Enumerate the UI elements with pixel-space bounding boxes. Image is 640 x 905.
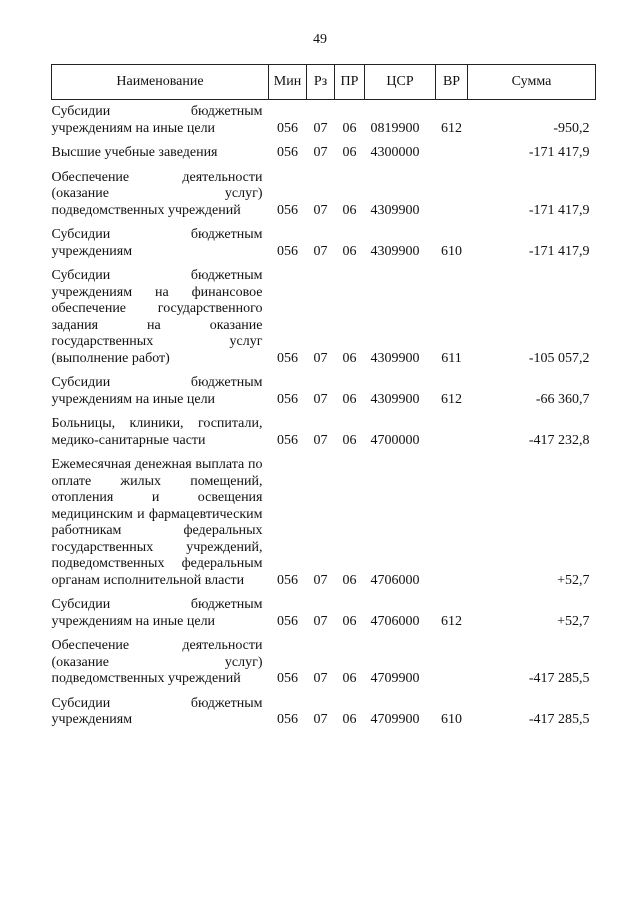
cell-vr <box>436 638 468 688</box>
budget-table <box>51 64 596 729</box>
cell-vr: 610 <box>441 243 462 259</box>
cell-min: 056 <box>277 572 298 588</box>
row-spacer <box>52 219 596 227</box>
cell-csr: 4700000 <box>370 432 420 448</box>
cell-vr: 611 <box>441 350 462 366</box>
cell-sum: -171 417,9 <box>528 145 590 160</box>
cell-csr: 4309900 <box>370 243 420 259</box>
cell-name: Больницы, клиники, госпитали, медико-санитарные части <box>51 416 263 448</box>
cell-sum: -171 417,9 <box>528 202 590 218</box>
cell-pr: 06 <box>342 671 357 686</box>
header-sum: Сумма <box>468 65 596 100</box>
cell-sum: -950,2 <box>553 120 590 136</box>
cell-vr <box>436 457 468 589</box>
row-spacer <box>52 408 596 416</box>
row-spacer <box>52 367 596 375</box>
cell-rz: 07 <box>313 613 328 629</box>
cell-vr <box>436 416 468 449</box>
row-spacer <box>52 260 596 268</box>
cell-rz: 07 <box>313 145 328 160</box>
cell-csr: 4309900 <box>370 350 420 366</box>
row-spacer <box>52 449 596 457</box>
cell-pr: 06 <box>342 120 357 136</box>
cell-csr: 4309900 <box>370 202 420 218</box>
table-row <box>52 416 596 449</box>
cell-min: 056 <box>277 712 298 727</box>
row-spacer <box>52 688 596 696</box>
cell-vr: 610 <box>441 712 462 727</box>
cell-vr: 612 <box>441 391 462 407</box>
cell-pr: 06 <box>342 572 357 588</box>
cell-pr: 06 <box>342 350 357 366</box>
cell-rz: 07 <box>313 391 328 407</box>
cell-pr: 06 <box>342 202 357 218</box>
table-row <box>52 696 596 729</box>
cell-name: Субсидии бюджетным учреждениям на иные цели <box>51 597 263 629</box>
table-row <box>52 170 596 220</box>
cell-rz: 07 <box>313 350 328 366</box>
cell-csr: 4309900 <box>370 391 420 407</box>
cell-csr: 4709900 <box>370 712 420 727</box>
header-csr: ЦСР <box>365 65 436 100</box>
cell-csr: 4706000 <box>370 613 420 629</box>
header-name: Наименование <box>52 65 269 100</box>
header-vr: ВР <box>436 65 468 100</box>
cell-sum: +52,7 <box>557 572 590 588</box>
header-min: Мин <box>269 65 307 100</box>
cell-name: Субсидии бюджетным учреждениям <box>51 695 263 727</box>
cell-vr <box>436 145 468 162</box>
cell-sum: -417 232,8 <box>528 432 590 448</box>
cell-name: Субсидии бюджетным учреждениям на иные цели <box>51 375 263 407</box>
cell-name: Субсидии бюджетным учреждениям на иные цели <box>51 104 263 136</box>
header-rz: Рз <box>307 65 335 100</box>
cell-rz: 07 <box>313 120 328 136</box>
cell-sum: +52,7 <box>557 613 590 629</box>
cell-pr: 06 <box>342 145 357 160</box>
cell-pr: 06 <box>342 613 357 629</box>
table-header-row <box>52 65 596 100</box>
cell-pr: 06 <box>342 712 357 727</box>
cell-rz: 07 <box>313 671 328 686</box>
table-row <box>52 145 596 162</box>
cell-min: 056 <box>277 350 298 366</box>
cell-vr <box>436 170 468 220</box>
cell-min: 056 <box>277 432 298 448</box>
cell-sum: -105 057,2 <box>528 350 590 366</box>
row-spacer <box>52 137 596 145</box>
cell-pr: 06 <box>342 391 357 407</box>
cell-name: Обеспечение деятельности (оказание услуг) подведомственных учреждений <box>51 638 263 686</box>
cell-min: 056 <box>277 613 298 629</box>
cell-rz: 07 <box>313 243 328 259</box>
cell-csr: 4706000 <box>370 572 420 588</box>
page-number: 49 <box>313 32 327 47</box>
row-spacer <box>52 162 596 170</box>
cell-min: 056 <box>277 202 298 218</box>
table-row <box>52 638 596 688</box>
cell-name: Ежемесячная денежная выплата по оплате жилых помещений, отопления и освещения медицинским и фармацевтическим работникам федеральных государственных учреждений, подведомственных федеральным органам исполнительной власти <box>51 457 263 588</box>
table-row <box>52 375 596 408</box>
cell-name: Субсидии бюджетным учреждениям на финансовое обеспечение государственного задания на оказание государственных услуг (выполнение работ) <box>51 268 263 366</box>
cell-pr: 06 <box>342 243 357 259</box>
cell-rz: 07 <box>313 712 328 727</box>
cell-name: Высшие учебные заведения <box>51 145 218 160</box>
cell-csr: 4300000 <box>370 145 420 160</box>
cell-min: 056 <box>277 391 298 407</box>
cell-csr: 0819900 <box>370 120 420 136</box>
table-row <box>52 457 596 589</box>
cell-rz: 07 <box>313 432 328 448</box>
cell-name: Обеспечение деятельности (оказание услуг) подведомственных учреждений <box>51 169 263 218</box>
cell-rz: 07 <box>313 572 328 588</box>
table-row <box>52 100 596 138</box>
cell-sum: -171 417,9 <box>528 243 590 259</box>
table-row <box>52 597 596 630</box>
row-spacer <box>52 589 596 597</box>
cell-vr: 612 <box>441 613 462 629</box>
table-row <box>52 227 596 260</box>
cell-sum: -417 285,5 <box>528 671 590 686</box>
cell-min: 056 <box>277 671 298 686</box>
cell-min: 056 <box>277 145 298 160</box>
header-pr: ПР <box>335 65 365 100</box>
cell-csr: 4709900 <box>370 671 420 686</box>
cell-rz: 07 <box>313 202 328 218</box>
cell-min: 056 <box>277 120 298 136</box>
cell-min: 056 <box>277 243 298 259</box>
table-row <box>52 268 596 367</box>
cell-sum: -66 360,7 <box>535 391 590 407</box>
cell-pr: 06 <box>342 432 357 448</box>
cell-vr: 612 <box>441 120 462 136</box>
row-spacer <box>52 630 596 638</box>
cell-name: Субсидии бюджетным учреждениям <box>51 227 263 259</box>
cell-sum: -417 285,5 <box>528 712 590 727</box>
